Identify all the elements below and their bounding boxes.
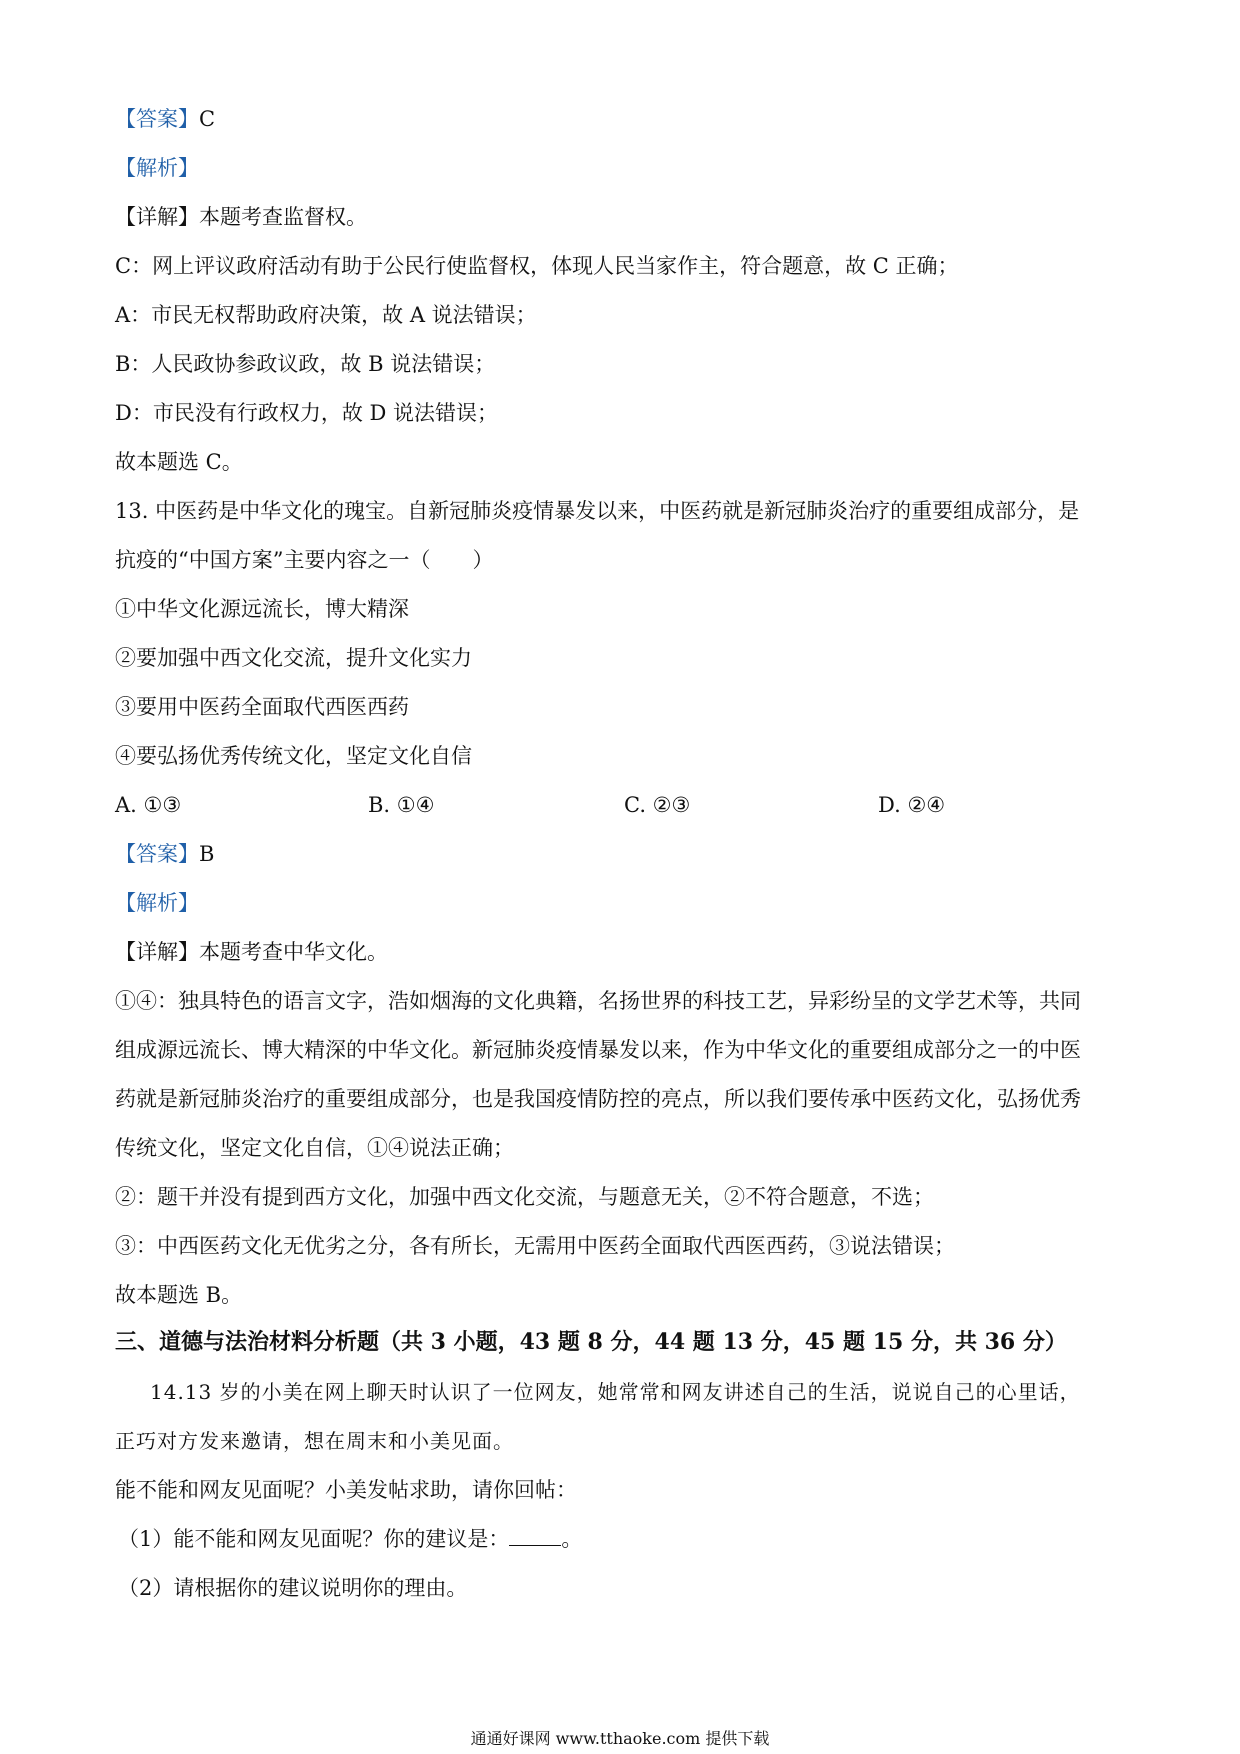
answer-tag: 【答案】: [115, 107, 199, 131]
explanation-line: ③：中西医药文化无优劣之分，各有所长，无需用中医药全面取代西医西药，③说法错误；: [115, 1234, 955, 1258]
question-stem: 能不能和网友见面呢？小美发帖求助，请你回帖：: [115, 1478, 577, 1502]
statement-item: ④要弘扬优秀传统文化，坚定文化自信: [115, 744, 472, 768]
conclusion-line: 故本题选 C。: [115, 450, 243, 474]
answer-tag: 【答案】: [115, 842, 199, 866]
question-stem: 14.13 岁的小美在网上聊天时认识了一位网友，她常常和网友讲述自己的生活，说说自己的心里话，: [150, 1380, 1081, 1404]
explanation-line: A：市民无权帮助政府决策，故 A 说法错误；: [115, 303, 537, 327]
detail-line: 【详解】本题考查中华文化。: [115, 940, 388, 964]
explanation-line: 组成源远流长、博大精深的中华文化。新冠肺炎疫情暴发以来，作为中华文化的重要组成部分之一的中医: [115, 1038, 1081, 1062]
option-a: A. ①③: [115, 793, 182, 817]
answer-value: C: [199, 107, 216, 131]
page-footer: 通通好课网 www.tthaoke.com 提供下载: [470, 1729, 770, 1748]
sub-question-1-end: 。: [561, 1527, 583, 1551]
question-stem: 13. 中医药是中华文化的瑰宝。自新冠肺炎疫情暴发以来，中医药就是新冠肺炎治疗的重要组成部分，是: [115, 499, 1080, 523]
explanation-line: 药就是新冠肺炎治疗的重要组成部分，也是我国疫情防控的亮点，所以我们要传承中医药文化，弘扬优秀: [115, 1087, 1081, 1111]
analysis-tag: 【解析】: [115, 891, 199, 915]
sub-question-1: [118, 1524, 582, 1554]
section-heading: 三、道德与法治材料分析题（共 3 小题，43 题 8 分，44 题 13 分，45 题 15 分，共 36 分）: [115, 1329, 1067, 1355]
sub-question-1-text: （1）能不能和网友见面呢？你的建议是：: [118, 1527, 510, 1551]
question-stem: 抗疫的“中国方案”主要内容之一（ ）: [115, 548, 494, 572]
statement-item: ③要用中医药全面取代西医西药: [115, 695, 409, 719]
question-stem: 正巧对方发来邀请，想在周末和小美见面。: [115, 1429, 514, 1453]
sub-question-2: （2）请根据你的建议说明你的理由。: [118, 1576, 468, 1600]
answer-blank: [509, 1527, 561, 1546]
option-d: D. ②④: [878, 793, 946, 817]
explanation-line: ②：题干并没有提到西方文化，加强中西文化交流，与题意无关，②不符合题意，不选；: [115, 1185, 934, 1209]
conclusion-line: 故本题选 B。: [115, 1283, 243, 1307]
answer-line: [115, 839, 214, 869]
analysis-tag: 【解析】: [115, 156, 199, 180]
explanation-line: C：网上评议政府活动有助于公民行使监督权，体现人民当家作主，符合题意，故 C 正确；: [115, 254, 959, 278]
option-c: C. ②③: [624, 793, 691, 817]
answer-value: B: [199, 842, 215, 866]
answer-line: [115, 104, 215, 134]
statement-item: ②要加强中西文化交流，提升文化实力: [115, 646, 472, 670]
statement-item: ①中华文化源远流长，博大精深: [115, 597, 409, 621]
explanation-line: 传统文化，坚定文化自信，①④说法正确；: [115, 1136, 514, 1160]
option-b: B. ①④: [368, 793, 435, 817]
explanation-line: ①④：独具特色的语言文字，浩如烟海的文化典籍，名扬世界的科技工艺，异彩纷呈的文学艺术等，共同: [115, 989, 1081, 1013]
explanation-line: D：市民没有行政权力，故 D 说法错误；: [115, 401, 499, 425]
detail-line: 【详解】本题考查监督权。: [115, 205, 367, 229]
explanation-line: B：人民政协参政议政，故 B 说法错误；: [115, 352, 496, 376]
